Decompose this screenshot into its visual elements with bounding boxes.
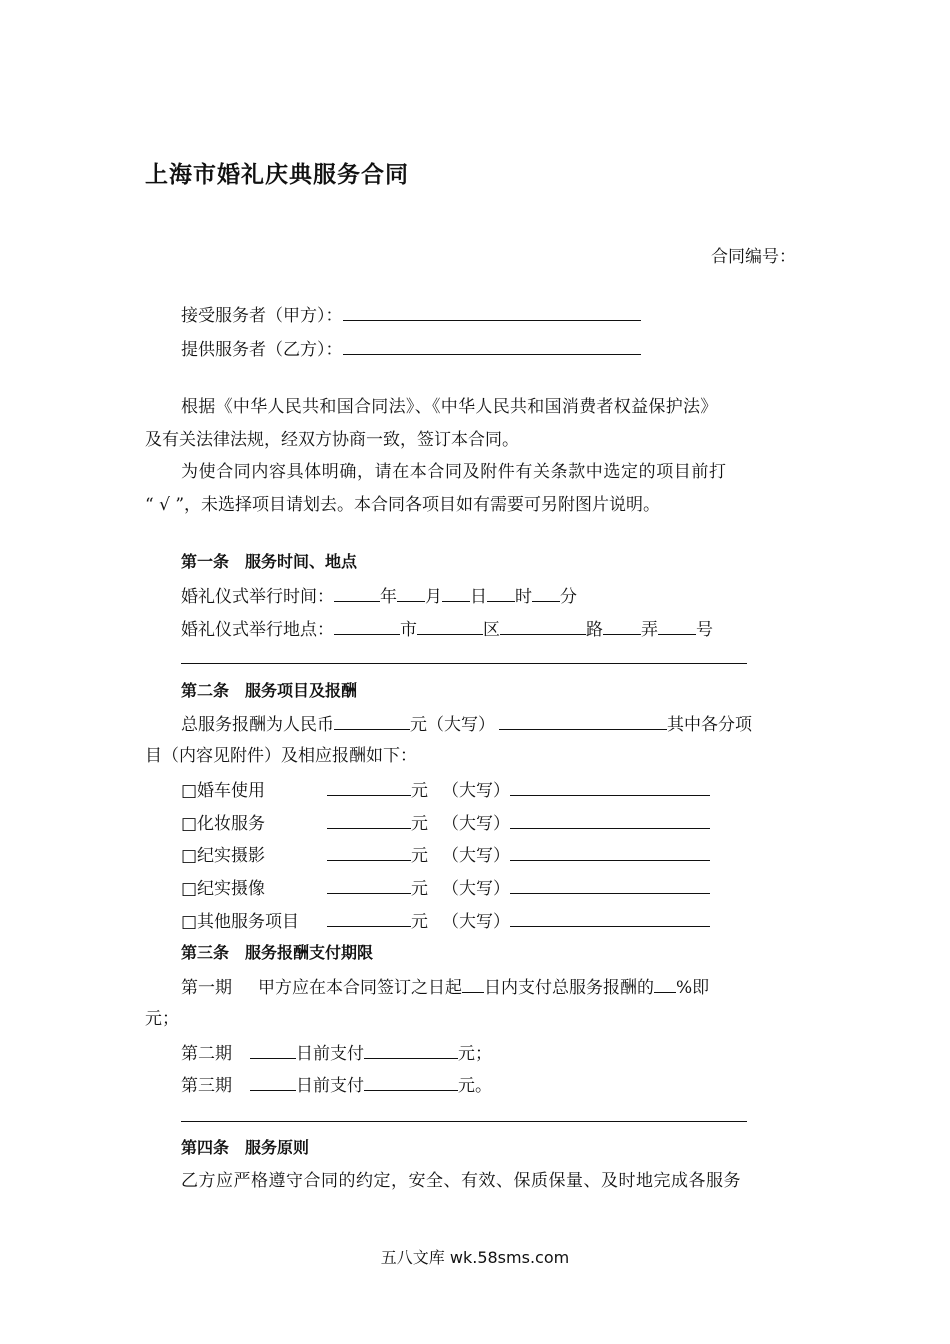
service-item-checkbox-label[interactable]: □纪实摄影 bbox=[181, 846, 266, 866]
ceremony-time-label: 婚礼仪式举行时间： bbox=[181, 587, 334, 607]
first-period-days-field[interactable] bbox=[462, 975, 484, 993]
service-item-row bbox=[181, 811, 710, 835]
article2-heading: 第二条 服务项目及报酬 bbox=[181, 681, 358, 700]
item-amount-field[interactable] bbox=[327, 778, 411, 796]
hour-label: 时 bbox=[515, 587, 532, 607]
second-period-end: 元； bbox=[458, 1044, 492, 1064]
item-amount-field[interactable] bbox=[327, 909, 411, 927]
item-amount-field[interactable] bbox=[327, 843, 411, 861]
minute-field[interactable] bbox=[532, 584, 560, 602]
yuan-label: 元 bbox=[411, 912, 428, 932]
ceremony-place-row bbox=[181, 617, 713, 641]
footer-watermark: 五八文库 wk.58sms.com bbox=[380, 1248, 570, 1267]
number-field[interactable] bbox=[658, 617, 696, 635]
road-field[interactable] bbox=[500, 617, 586, 635]
service-item-checkbox-label[interactable]: □化妆服务 bbox=[181, 814, 266, 834]
item-daxie-field[interactable] bbox=[510, 843, 710, 861]
article4-heading: 第四条 服务原则 bbox=[181, 1138, 310, 1157]
article1-heading: 第一条 服务时间、地点 bbox=[181, 552, 358, 571]
first-period-row bbox=[181, 975, 709, 999]
party-b-field[interactable] bbox=[343, 337, 641, 355]
total-yuan-label: 元（大写） bbox=[410, 715, 495, 735]
daxie-label: （大写） bbox=[442, 814, 510, 834]
intro-p2-line2: “ √ ”，未选择项目请划去。本合同各项目如有需要可另附图片说明。 bbox=[145, 495, 661, 515]
total-prefix: 总服务报酬为人民币 bbox=[181, 715, 334, 735]
third-period-row bbox=[181, 1073, 492, 1097]
lane-label: 弄 bbox=[641, 620, 658, 640]
minute-label: 分 bbox=[560, 587, 577, 607]
service-item-checkbox-label[interactable]: □纪实摄像 bbox=[181, 879, 266, 899]
service-item-row bbox=[181, 909, 710, 933]
intro-p1-line2: 及有关法律法规，经双方协商一致，签订本合同。 bbox=[145, 430, 519, 450]
party-b-label: 提供服务者（乙方）： bbox=[181, 340, 343, 360]
daxie-label: （大写） bbox=[442, 781, 510, 801]
item-daxie-field[interactable] bbox=[510, 811, 710, 829]
first-period-label: 第一期 bbox=[181, 978, 232, 998]
service-item-checkbox-label[interactable]: □婚车使用 bbox=[181, 781, 266, 801]
party-a-label: 接受服务者（甲方）： bbox=[181, 306, 343, 326]
yuan-label: 元 bbox=[411, 781, 428, 801]
first-period-text-b: 日内支付总服务报酬的 bbox=[484, 978, 654, 998]
first-period-line2: 元； bbox=[145, 1009, 179, 1029]
district-field[interactable] bbox=[417, 617, 483, 635]
third-period-label: 第三期 bbox=[181, 1076, 232, 1096]
intro-p2-line1: 为使合同内容具体明确，请在本合同及附件有关条款中选定的项目前打 bbox=[181, 462, 727, 482]
third-period-date-field[interactable] bbox=[250, 1073, 296, 1091]
third-period-amount-field[interactable] bbox=[364, 1073, 458, 1091]
city-label: 市 bbox=[400, 620, 417, 640]
first-period-text-a: 甲方应在本合同签订之日起 bbox=[258, 978, 462, 998]
daxie-label: （大写） bbox=[442, 879, 510, 899]
address-continuation-line[interactable] bbox=[181, 663, 747, 664]
day-field[interactable] bbox=[442, 584, 470, 602]
day-label: 日 bbox=[470, 587, 487, 607]
item-daxie-field[interactable] bbox=[510, 778, 710, 796]
city-field[interactable] bbox=[334, 617, 400, 635]
service-item-row bbox=[181, 778, 710, 802]
article3-heading: 第三条 服务报酬支付期限 bbox=[181, 943, 374, 962]
year-label: 年 bbox=[380, 587, 397, 607]
yuan-label: 元 bbox=[411, 846, 428, 866]
intro-p1-line1: 根据《中华人民共和国合同法》、《中华人民共和国消费者权益保护法》 bbox=[181, 397, 718, 417]
road-label: 路 bbox=[586, 620, 603, 640]
item-daxie-field[interactable] bbox=[510, 876, 710, 894]
daxie-label: （大写） bbox=[442, 846, 510, 866]
district-label: 区 bbox=[483, 620, 500, 640]
month-field[interactable] bbox=[397, 584, 425, 602]
second-period-amount-field[interactable] bbox=[364, 1041, 458, 1059]
total-fee-row bbox=[181, 712, 752, 736]
number-label: 号 bbox=[696, 620, 713, 640]
third-period-end: 元。 bbox=[458, 1076, 492, 1096]
item-amount-field[interactable] bbox=[327, 811, 411, 829]
article4-text: 乙方应严格遵守合同的约定，安全、有效、保质保量、及时地完成各服务 bbox=[181, 1171, 741, 1191]
item-daxie-field[interactable] bbox=[510, 909, 710, 927]
party-a-field[interactable] bbox=[343, 303, 641, 321]
party-b-row bbox=[181, 337, 641, 361]
second-period-date-field[interactable] bbox=[250, 1041, 296, 1059]
pay-before-label: 日前支付 bbox=[296, 1044, 364, 1064]
lane-field[interactable] bbox=[603, 617, 641, 635]
pay-before-label: 日前支付 bbox=[296, 1076, 364, 1096]
ceremony-time-row bbox=[181, 584, 577, 608]
service-item-checkbox-label[interactable]: □其他服务项目 bbox=[181, 912, 300, 932]
daxie-label: （大写） bbox=[442, 912, 510, 932]
service-item-row bbox=[181, 876, 710, 900]
payment-continuation-line[interactable] bbox=[181, 1121, 747, 1122]
document-title: 上海市婚礼庆典服务合同 bbox=[145, 162, 409, 188]
second-period-label: 第二期 bbox=[181, 1044, 232, 1064]
second-period-row bbox=[181, 1041, 492, 1065]
month-label: 月 bbox=[425, 587, 442, 607]
item-amount-field[interactable] bbox=[327, 876, 411, 894]
total-fee-row-line2: 目（内容见附件）及相应报酬如下： bbox=[145, 746, 417, 766]
total-suffix: 其中各分项 bbox=[667, 715, 752, 735]
first-period-text-c: %即 bbox=[676, 978, 710, 998]
service-item-row bbox=[181, 843, 710, 867]
total-daxie-field[interactable] bbox=[499, 712, 667, 730]
total-amount-field[interactable] bbox=[334, 712, 410, 730]
contract-number-label: 合同编号： bbox=[711, 247, 796, 267]
first-period-percent-field[interactable] bbox=[654, 975, 676, 993]
hour-field[interactable] bbox=[487, 584, 515, 602]
year-field[interactable] bbox=[334, 584, 380, 602]
ceremony-place-label: 婚礼仪式举行地点： bbox=[181, 620, 334, 640]
yuan-label: 元 bbox=[411, 814, 428, 834]
party-a-row bbox=[181, 303, 641, 327]
yuan-label: 元 bbox=[411, 879, 428, 899]
